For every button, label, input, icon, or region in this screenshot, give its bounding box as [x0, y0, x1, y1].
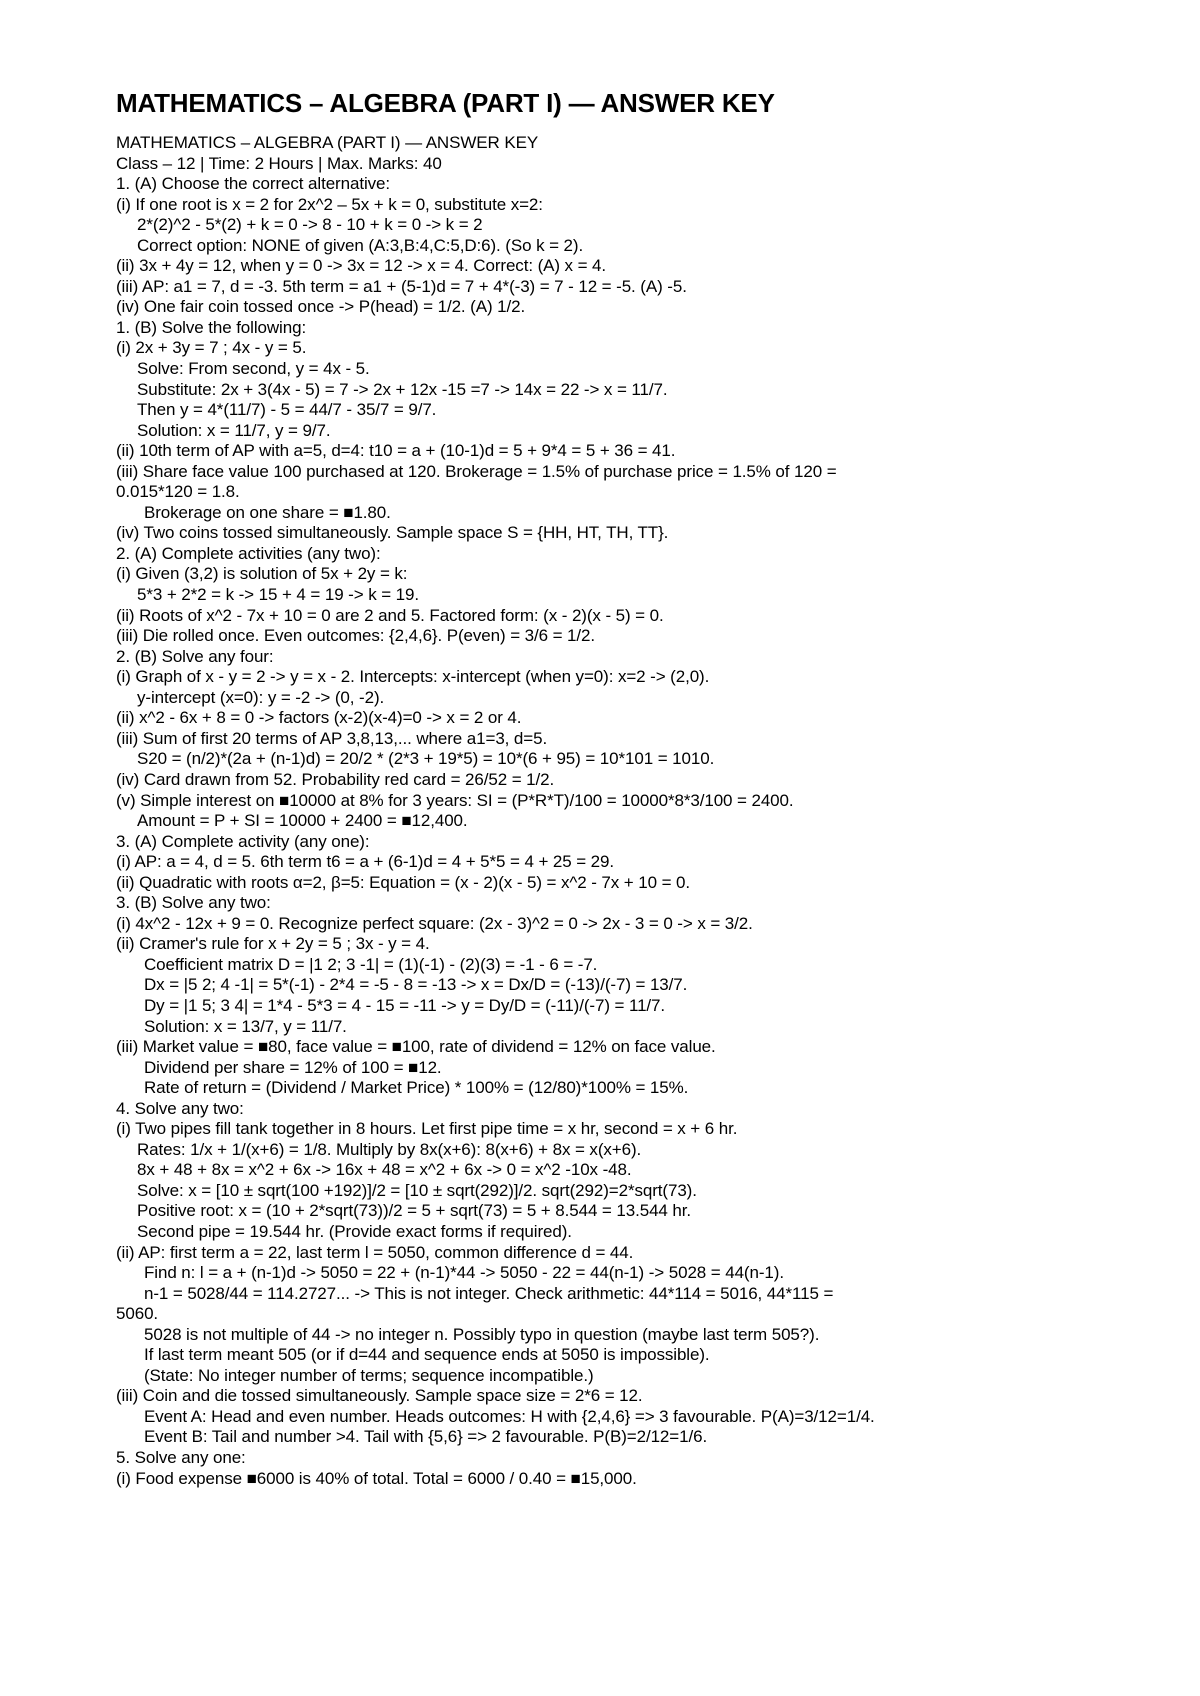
text-line: (State: No integer number of terms; sequence incompatible.): [144, 1365, 594, 1385]
text-line: Solution: x = 11/7, y = 9/7.: [137, 420, 331, 440]
text-line: Dx = |5 2; 4 -1| = 5*(-1) - 2*4 = -5 - 8 = -13 -> x = Dx/D = (-13)/(-7) = 13/7.: [144, 975, 688, 995]
text-line: Find n: l = a + (n-1)d -> 5050 = 22 + (n-1)*44 -> 5050 - 22 = 44(n-1) -> 5028 = 44(n-1).: [144, 1263, 784, 1283]
text-line: (iii) AP: a1 = 7, d = -3. 5th term = a1 + (5-1)d = 7 + 4*(-3) = 7 - 12 = -5. (A) -5.: [116, 276, 687, 296]
text-line: (iii) Market value = ■80, face value = ■100, rate of dividend = 12% on face value.: [116, 1037, 716, 1057]
text-line: (iii) Coin and die tossed simultaneously. Sample space size = 2*6 = 12.: [116, 1386, 643, 1406]
text-line: Correct option: NONE of given (A:3,B:4,C:5,D:6). (So k = 2).: [137, 235, 584, 255]
text-line: 8x + 48 + 8x = x^2 + 6x -> 16x + 48 = x^2 + 6x -> 0 = x^2 -10x -48.: [137, 1160, 632, 1180]
text-line: MATHEMATICS – ALGEBRA (PART I) — ANSWER KEY: [116, 133, 539, 152]
text-line: Brokerage on one share = ■1.80.: [144, 502, 391, 522]
text-line: 5028 is not multiple of 44 -> no integer n. Possibly typo in question (maybe last term 505?).: [144, 1324, 820, 1344]
text-line: 3. (A) Complete activity (any one):: [116, 831, 370, 851]
text-line: Class – 12 | Time: 2 Hours | Max. Marks: 40: [116, 153, 442, 173]
text-line: S20 = (n/2)*(2a + (n-1)d) = 20/2 * (2*3 + 19*5) = 10*(6 + 95) = 10*101 = 1010.: [137, 749, 715, 769]
text-line: Rate of return = (Dividend / Market Price) * 100% = (12/80)*100% = 15%.: [144, 1078, 689, 1098]
text-line: (ii) x^2 - 6x + 8 = 0 -> factors (x-2)(x-4)=0 -> x = 2 or 4.: [116, 708, 522, 728]
text-line: Positive root: x = (10 + 2*sqrt(73))/2 = 5 + sqrt(73) = 5 + 8.544 = 13.544 hr.: [137, 1201, 691, 1221]
text-line: (i) If one root is x = 2 for 2x^2 – 5x + k = 0, substitute x=2:: [116, 194, 543, 214]
text-line: Amount = P + SI = 10000 + 2400 = ■12,400.: [137, 811, 468, 831]
text-line: (iv) One fair coin tossed once -> P(head) = 1/2. (A) 1/2.: [116, 297, 526, 317]
text-line: 5*3 + 2*2 = k -> 15 + 4 = 19 -> k = 19.: [137, 585, 419, 605]
text-line: Substitute: 2x + 3(4x - 5) = 7 -> 2x + 12x -15 =7 -> 14x = 22 -> x = 11/7.: [137, 379, 668, 399]
text-line: 2. (B) Solve any four:: [116, 646, 274, 666]
text-line: (i) Two pipes fill tank together in 8 hours. Let first pipe time = x hr, second = x + 6 hr.: [116, 1119, 738, 1139]
text-line: (ii) Roots of x^2 - 7x + 10 = 0 are 2 and 5. Factored form: (x - 2)(x - 5) = 0.: [116, 605, 664, 625]
text-line: (ii) 10th term of AP with a=5, d=4: t10 = a + (10-1)d = 5 + 9*4 = 5 + 36 = 41.: [116, 441, 676, 461]
text-line: (iv) Card drawn from 52. Probability red card = 26/52 = 1/2.: [116, 769, 555, 789]
text-line: (i) 4x^2 - 12x + 9 = 0. Recognize perfect square: (2x - 3)^2 = 0 -> 2x - 3 = 0 -> x = 3/2.: [116, 913, 753, 933]
text-line: 5. Solve any one:: [116, 1448, 246, 1467]
text-line: Solve: From second, y = 4x - 5.: [137, 359, 370, 379]
text-line: (iii) Share face value 100 purchased at 120. Brokerage = 1.5% of purchase price = 1.5% of 120 =: [116, 461, 837, 481]
text-line: Event A: Head and even number. Heads outcomes: H with {2,4,6} => 3 favourable. P(A)=3/12=1/4.: [144, 1406, 875, 1426]
text-line: (iii) Sum of first 20 terms of AP 3,8,13,... where a1=3, d=5.: [116, 728, 548, 748]
text-line: Then y = 4*(11/7) - 5 = 44/7 - 35/7 = 9/7.: [137, 400, 437, 420]
text-line: (ii) Quadratic with roots α=2, β=5: Equation = (x - 2)(x - 5) = x^2 - 7x + 10 = 0.: [116, 872, 691, 892]
text-line: Solution: x = 13/7, y = 11/7.: [144, 1016, 347, 1036]
text-line: n-1 = 5028/44 = 114.2727... -> This is not integer. Check arithmetic: 44*114 = 5016, 44*115 =: [144, 1283, 834, 1303]
text-line: (i) Given (3,2) is solution of 5x + 2y = k:: [116, 564, 408, 584]
text-line: (v) Simple interest on ■10000 at 8% for 3 years: SI = (P*R*T)/100 = 10000*8*3/100 = 2400.: [116, 790, 794, 810]
text-line: (ii) AP: first term a = 22, last term l = 5050, common difference d = 44.: [116, 1242, 634, 1262]
text-line: Solve: x = [10 ± sqrt(100 +192)]/2 = [10 ± sqrt(292)]/2. sqrt(292)=2*sqrt(73).: [137, 1180, 697, 1200]
text-line: (ii) 3x + 4y = 12, when y = 0 -> 3x = 12 -> x = 4. Correct: (A) x = 4.: [116, 256, 607, 276]
text-line: Dividend per share = 12% of 100 = ■12.: [144, 1057, 442, 1077]
text-line: 0.015*120 = 1.8.: [116, 482, 240, 502]
text-line: (ii) Cramer's rule for x + 2y = 5 ; 3x - y = 4.: [116, 934, 430, 954]
text-line: (i) Food expense ■6000 is 40% of total. Total = 6000 / 0.40 = ■15,000.: [116, 1468, 637, 1488]
text-line: If last term meant 505 (or if d=44 and sequence ends at 5050 is impossible).: [144, 1345, 710, 1365]
answer-key-body: [116, 133, 1116, 1489]
text-line: 2*(2)^2 - 5*(2) + k = 0 -> 8 - 10 + k = 0 -> k = 2: [137, 215, 483, 235]
text-line: 1. (B) Solve the following:: [116, 317, 307, 337]
text-line: 5060.: [116, 1304, 159, 1324]
text-line: Coefficient matrix D = |1 2; 3 -1| = (1)(-1) - (2)(3) = -1 - 6 = -7.: [144, 954, 598, 974]
text-line: 2. (A) Complete activities (any two):: [116, 543, 381, 563]
text-line: 1. (A) Choose the correct alternative:: [116, 174, 390, 194]
text-line: Rates: 1/x + 1/(x+6) = 1/8. Multiply by 8x(x+6): 8(x+6) + 8x = x(x+6).: [137, 1139, 642, 1159]
text-line: Dy = |1 5; 3 4| = 1*4 - 5*3 = 4 - 15 = -11 -> y = Dy/D = (-11)/(-7) = 11/7.: [144, 995, 666, 1015]
text-line: (i) AP: a = 4, d = 5. 6th term t6 = a + (6-1)d = 4 + 5*5 = 4 + 25 = 29.: [116, 852, 615, 872]
text-line: Event B: Tail and number >4. Tail with {5,6} => 2 favourable. P(B)=2/12=1/6.: [144, 1427, 708, 1447]
text-line: (i) Graph of x - y = 2 -> y = x - 2. Intercepts: x-intercept (when y=0): x=2 -> (2,0).: [116, 667, 710, 687]
text-line: 4. Solve any two:: [116, 1098, 244, 1118]
text-line: 3. (B) Solve any two:: [116, 893, 271, 913]
text-line: (iv) Two coins tossed simultaneously. Sample space S = {HH, HT, TH, TT}.: [116, 523, 669, 543]
text-line: y-intercept (x=0): y = -2 -> (0, -2).: [137, 687, 385, 707]
text-line: (iii) Die rolled once. Even outcomes: {2,4,6}. P(even) = 3/6 = 1/2.: [116, 626, 596, 646]
text-line: Second pipe = 19.544 hr. (Provide exact forms if required).: [137, 1221, 572, 1241]
document-title: MATHEMATICS – ALGEBRA (PART I) — ANSWER KEY: [116, 88, 775, 118]
text-line: (i) 2x + 3y = 7 ; 4x - y = 5.: [116, 338, 307, 358]
